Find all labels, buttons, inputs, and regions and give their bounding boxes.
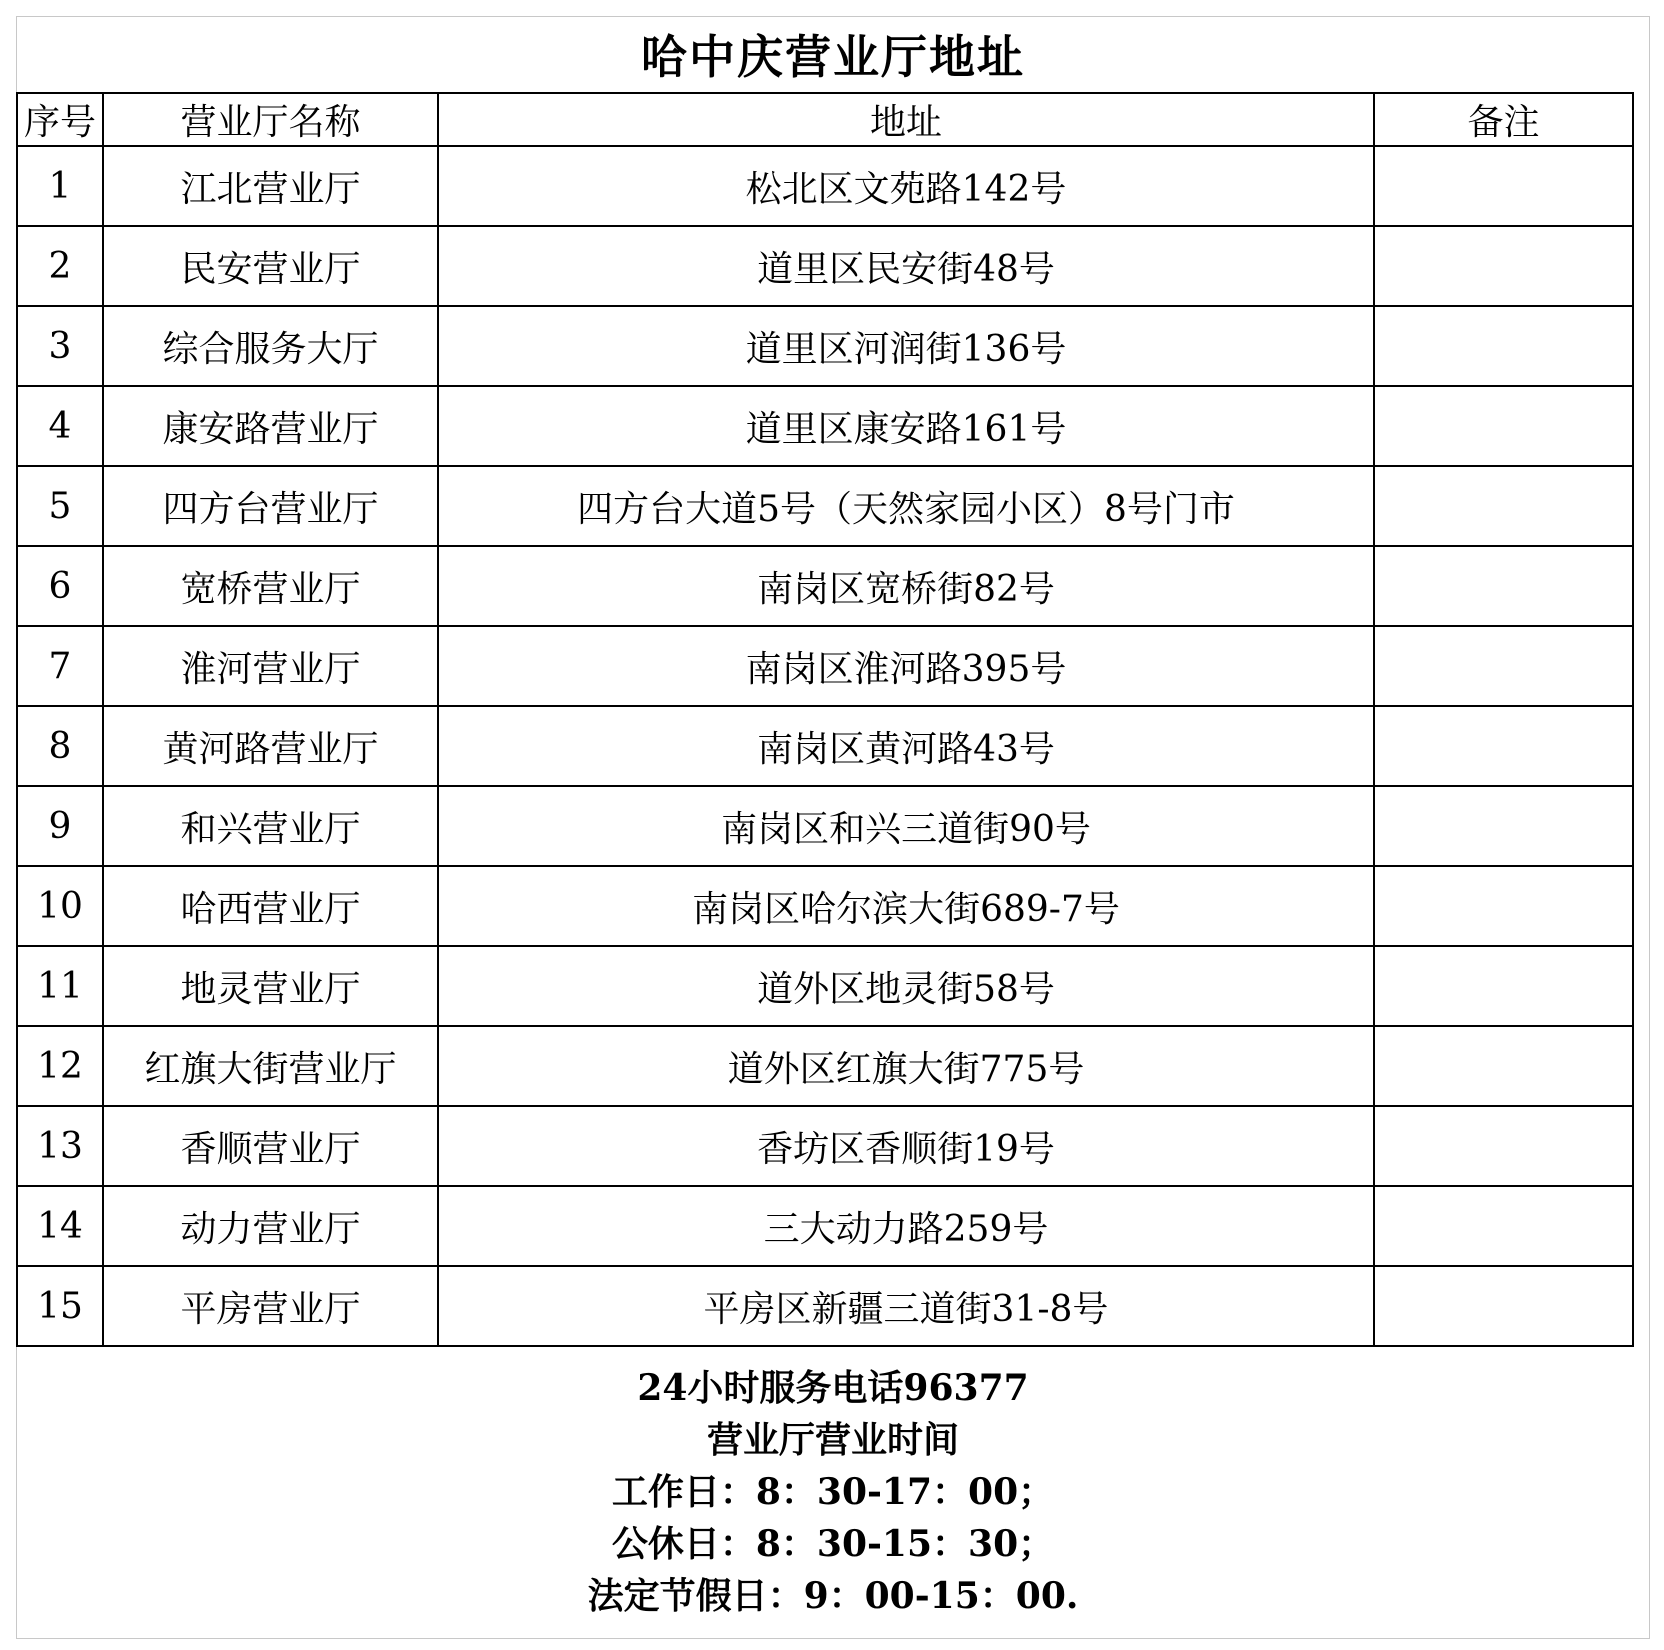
table-row — [17, 1106, 1633, 1186]
cell-office-name: 宽桥营业厅 — [103, 546, 438, 626]
cell-office-name: 动力营业厅 — [103, 1186, 438, 1266]
cell-note — [1374, 226, 1633, 306]
table-row — [17, 226, 1633, 306]
cell-note — [1374, 1186, 1633, 1266]
cell-address: 南岗区黄河路43号 — [438, 706, 1374, 786]
table-row — [17, 386, 1633, 466]
cell-no: 9 — [17, 786, 103, 866]
hours-title: 营业厅营业时间 — [706, 1419, 959, 1461]
cell-note — [1374, 1106, 1633, 1186]
cell-address: 香坊区香顺街19号 — [438, 1106, 1374, 1186]
cell-no: 5 — [17, 466, 103, 546]
holiday-hours: 法定节假日：9：00-15：00. — [587, 1575, 1079, 1617]
cell-office-name: 和兴营业厅 — [103, 786, 438, 866]
cell-no: 8 — [17, 706, 103, 786]
column-header-address: 地址 — [438, 93, 1374, 146]
service-info — [16, 1362, 1650, 1622]
table-row — [17, 866, 1633, 946]
cell-office-name: 江北营业厅 — [103, 146, 438, 226]
hotline-text: 24小时服务电话96377 — [637, 1367, 1029, 1409]
cell-no: 3 — [17, 306, 103, 386]
table-row — [17, 946, 1633, 1026]
cell-no: 15 — [17, 1266, 103, 1346]
cell-note — [1374, 306, 1633, 386]
column-header-name: 营业厅名称 — [103, 93, 438, 146]
cell-address: 道里区康安路161号 — [438, 386, 1374, 466]
cell-no: 11 — [17, 946, 103, 1026]
cell-note — [1374, 866, 1633, 946]
table-body — [17, 146, 1633, 1346]
cell-address: 南岗区淮河路395号 — [438, 626, 1374, 706]
cell-office-name: 四方台营业厅 — [103, 466, 438, 546]
cell-note — [1374, 546, 1633, 626]
cell-note — [1374, 1026, 1633, 1106]
cell-no: 14 — [17, 1186, 103, 1266]
cell-no: 2 — [17, 226, 103, 306]
cell-office-name: 哈西营业厅 — [103, 866, 438, 946]
table-row — [17, 546, 1633, 626]
cell-note — [1374, 1266, 1633, 1346]
cell-no: 4 — [17, 386, 103, 466]
table-row — [17, 706, 1633, 786]
cell-address: 道里区河润街136号 — [438, 306, 1374, 386]
cell-office-name: 民安营业厅 — [103, 226, 438, 306]
table-row — [17, 306, 1633, 386]
column-header-note: 备注 — [1374, 93, 1633, 146]
cell-address: 松北区文苑路142号 — [438, 146, 1374, 226]
cell-address: 平房区新疆三道街31-8号 — [438, 1266, 1374, 1346]
cell-no: 10 — [17, 866, 103, 946]
table-header-row — [17, 93, 1633, 146]
cell-office-name: 综合服务大厅 — [103, 306, 438, 386]
cell-address: 道外区地灵街58号 — [438, 946, 1374, 1026]
cell-no: 7 — [17, 626, 103, 706]
cell-address: 四方台大道5号（天然家园小区）8号门市 — [438, 466, 1374, 546]
cell-address: 三大动力路259号 — [438, 1186, 1374, 1266]
page-title: 哈中庆营业厅地址 — [641, 30, 1025, 84]
cell-office-name: 香顺营业厅 — [103, 1106, 438, 1186]
cell-note — [1374, 786, 1633, 866]
table-row — [17, 146, 1633, 226]
cell-note — [1374, 946, 1633, 1026]
cell-no: 13 — [17, 1106, 103, 1186]
cell-office-name: 地灵营业厅 — [103, 946, 438, 1026]
table-row — [17, 626, 1633, 706]
cell-address: 南岗区和兴三道街90号 — [438, 786, 1374, 866]
cell-office-name: 康安路营业厅 — [103, 386, 438, 466]
table-row — [17, 1266, 1633, 1346]
cell-note — [1374, 706, 1633, 786]
table-row — [17, 786, 1633, 866]
cell-office-name: 淮河营业厅 — [103, 626, 438, 706]
column-header-no: 序号 — [17, 93, 103, 146]
cell-office-name: 红旗大街营业厅 — [103, 1026, 438, 1106]
cell-note — [1374, 626, 1633, 706]
cell-office-name: 平房营业厅 — [103, 1266, 438, 1346]
table-row — [17, 1186, 1633, 1266]
weekday-hours: 工作日：8：30-17：00； — [611, 1471, 1055, 1513]
cell-note — [1374, 466, 1633, 546]
cell-address: 道里区民安街48号 — [438, 226, 1374, 306]
cell-no: 1 — [17, 146, 103, 226]
table-row — [17, 1026, 1633, 1106]
table-row — [17, 466, 1633, 546]
cell-address: 南岗区哈尔滨大街689-7号 — [438, 866, 1374, 946]
cell-no: 12 — [17, 1026, 103, 1106]
cell-address: 道外区红旗大街775号 — [438, 1026, 1374, 1106]
cell-note — [1374, 146, 1633, 226]
office-address-table — [16, 92, 1634, 1347]
weekend-hours: 公休日：8：30-15：30； — [611, 1523, 1055, 1565]
cell-note — [1374, 386, 1633, 466]
cell-address: 南岗区宽桥街82号 — [438, 546, 1374, 626]
cell-no: 6 — [17, 546, 103, 626]
cell-office-name: 黄河路营业厅 — [103, 706, 438, 786]
